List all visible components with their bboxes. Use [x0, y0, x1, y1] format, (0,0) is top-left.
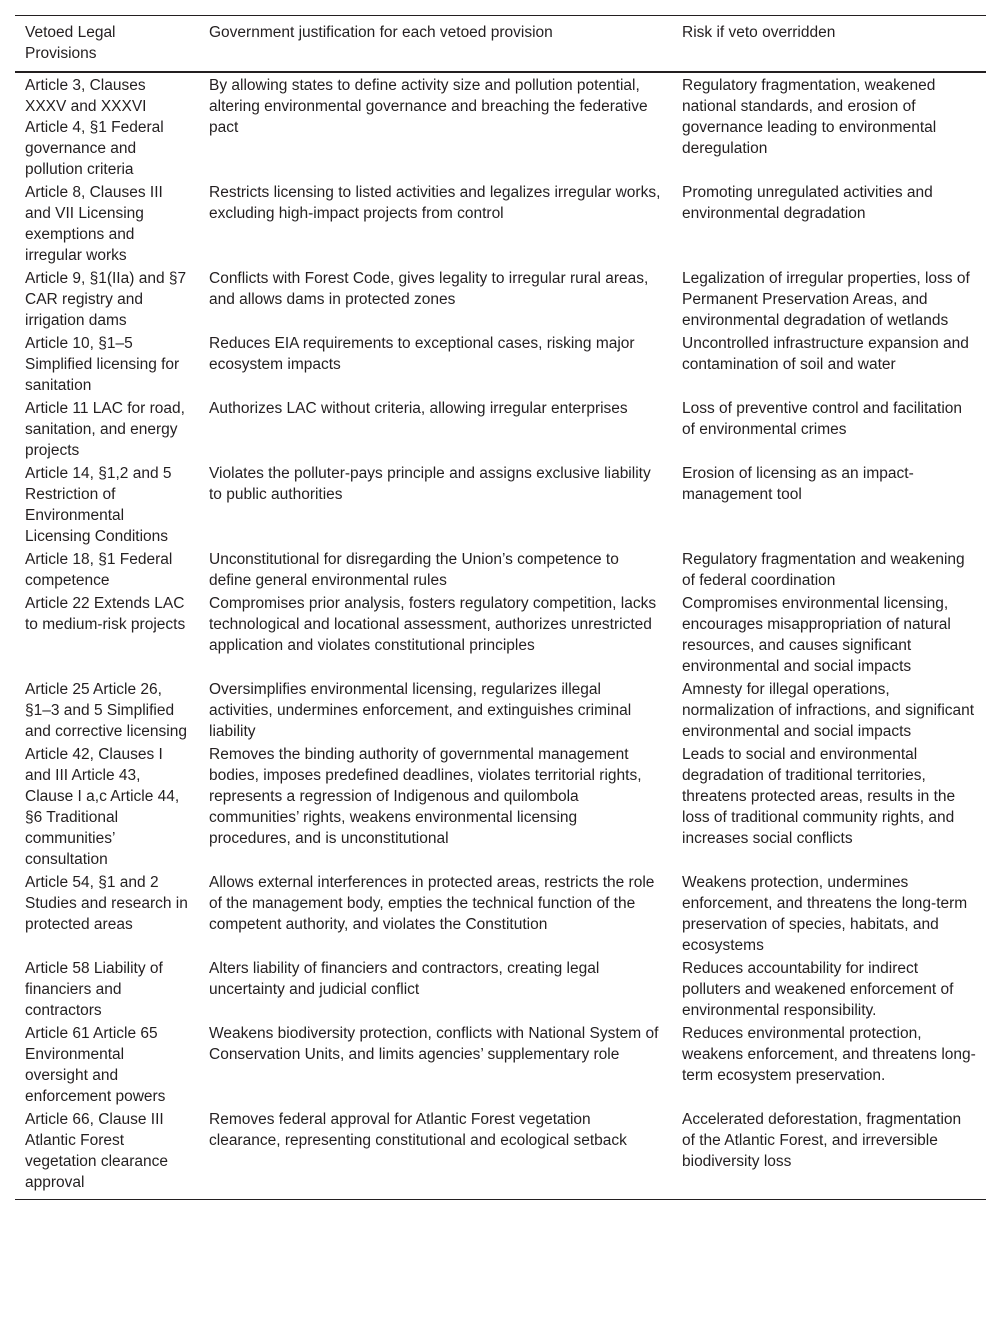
risk-cell: Erosion of licensing as an impact-management tool [682, 465, 914, 503]
table-row [15, 547, 986, 591]
table-row [15, 742, 986, 870]
table-row [15, 1107, 986, 1200]
vetoed-provisions-table [15, 15, 986, 1200]
provision-cell: Article 11 LAC for road, sanitation, and energy projects [25, 400, 185, 459]
table-row [15, 266, 986, 331]
provision-cell: Article 22 Extends LAC to medium-risk projects [25, 595, 186, 633]
table-row [15, 591, 986, 677]
justification-cell: Removes the binding authority of governmental management bodies, imposes predefined deadlines, violates territorial rights, represents a regression of Indigenous and quilombola communities’ rights, weakens environmental licensing procedures, and is unconstitutional [209, 746, 642, 847]
risk-cell: Regulatory fragmentation and weakening of federal coordination [682, 551, 965, 589]
provision-cell: Article 42, Clauses I and III Article 43, Clause I a,c Article 44, §6 Traditional communities’ consultation [25, 746, 180, 868]
provision-cell: Article 61 Article 65 Environmental oversight and enforcement powers [25, 1025, 166, 1105]
table-row [15, 677, 986, 742]
risk-cell: Leads to social and environmental degradation of traditional territories, threatens protected areas, results in the loss of traditional community rights, and increases social conflicts [682, 746, 956, 847]
justification-cell: Authorizes LAC without criteria, allowing irregular enterprises [209, 400, 628, 417]
justification-cell: Oversimplifies environmental licensing, regularizes illegal activities, undermines enforcement, and extinguishes criminal liability [209, 681, 632, 740]
risk-cell: Reduces accountability for indirect polluters and weakened enforcement of environmental responsibility. [682, 960, 954, 1019]
table-body [15, 72, 986, 1200]
provision-cell: Article 10, §1–5 Simplified licensing for sanitation [25, 335, 180, 394]
provision-cell: Article 18, §1 Federal competence [25, 551, 173, 589]
table-header-row [15, 16, 986, 73]
table-header [15, 16, 986, 73]
table-row [15, 870, 986, 956]
table-row [15, 180, 986, 266]
justification-cell: Unconstitutional for disregarding the Union’s competence to define general environmental rules [209, 551, 619, 589]
risk-cell: Reduces environmental protection, weakens enforcement, and threatens long-term ecosystem preservation. [682, 1025, 976, 1084]
table-row [15, 331, 986, 396]
table-row [15, 956, 986, 1021]
provision-cell: Article 3, Clauses XXXV and XXXVI Article 4, §1 Federal governance and pollution criteria [25, 77, 164, 178]
table-row [15, 72, 986, 180]
risk-cell: Compromises environmental licensing, encourages misappropriation of natural resources, and causes significant environmental and social impacts [682, 595, 951, 675]
provision-cell: Article 25 Article 26, §1–3 and 5 Simplified and corrective licensing [25, 681, 187, 740]
risk-cell: Amnesty for illegal operations, normalization of infractions, and significant environmental and social impacts [682, 681, 975, 740]
justification-cell: By allowing states to define activity size and pollution potential, altering environmental governance and breaching the federative pact [209, 77, 648, 136]
justification-cell: Allows external interferences in protected areas, restricts the role of the management body, empties the technical function of the competent authority, and violates the Constitution [209, 874, 655, 933]
column-header-justification: Government justification for each vetoed provision [209, 24, 553, 41]
risk-cell: Uncontrolled infrastructure expansion and contamination of soil and water [682, 335, 969, 373]
risk-cell: Regulatory fragmentation, weakened national standards, and erosion of governance leading to environmental deregulation [682, 77, 937, 157]
justification-cell: Conflicts with Forest Code, gives legality to irregular rural areas, and allows dams in protected zones [209, 270, 649, 308]
risk-cell: Promoting unregulated activities and environmental degradation [682, 184, 933, 222]
risk-cell: Legalization of irregular properties, loss of Permanent Preservation Areas, and environmental degradation of wetlands [682, 270, 970, 329]
column-header-risk: Risk if veto overridden [682, 24, 836, 41]
risk-cell: Weakens protection, undermines enforcement, and threatens the long-term preservation of species, habitats, and ecosystems [682, 874, 968, 954]
column-header-provisions: Vetoed Legal Provisions [25, 24, 116, 62]
justification-cell: Violates the polluter-pays principle and assigns exclusive liability to public authorities [209, 465, 651, 503]
provision-cell: Article 66, Clause III Atlantic Forest vegetation clearance approval [25, 1111, 169, 1191]
risk-cell: Loss of preventive control and facilitation of environmental crimes [682, 400, 963, 438]
justification-cell: Reduces EIA requirements to exceptional cases, risking major ecosystem impacts [209, 335, 635, 373]
table-row [15, 396, 986, 461]
provision-cell: Article 54, §1 and 2 Studies and research in protected areas [25, 874, 188, 933]
provision-cell: Article 9, §1(IIa) and §7 CAR registry and irrigation dams [25, 270, 187, 329]
table-row [15, 461, 986, 547]
justification-cell: Restricts licensing to listed activities and legalizes irregular works, excluding high-impact projects from control [209, 184, 661, 222]
justification-cell: Removes federal approval for Atlantic Forest vegetation clearance, representing constitutional and ecological setback [209, 1111, 627, 1149]
provision-cell: Article 14, §1,2 and 5 Restriction of Environmental Licensing Conditions [25, 465, 172, 545]
risk-cell: Accelerated deforestation, fragmentation of the Atlantic Forest, and irreversible biodiversity loss [682, 1111, 962, 1170]
provision-cell: Article 58 Liability of financiers and contractors [25, 960, 163, 1019]
justification-cell: Weakens biodiversity protection, conflicts with National System of Conservation Units, and limits agencies’ supplementary role [209, 1025, 659, 1063]
vetoed-provisions-table-container [15, 15, 986, 1200]
provision-cell: Article 8, Clauses III and VII Licensing exemptions and irregular works [25, 184, 163, 264]
table-row [15, 1021, 986, 1107]
justification-cell: Alters liability of financiers and contractors, creating legal uncertainty and judicial conflict [209, 960, 600, 998]
justification-cell: Compromises prior analysis, fosters regulatory competition, lacks technological and locational assessment, authorizes unrestricted application and violates constitutional principles [209, 595, 657, 654]
